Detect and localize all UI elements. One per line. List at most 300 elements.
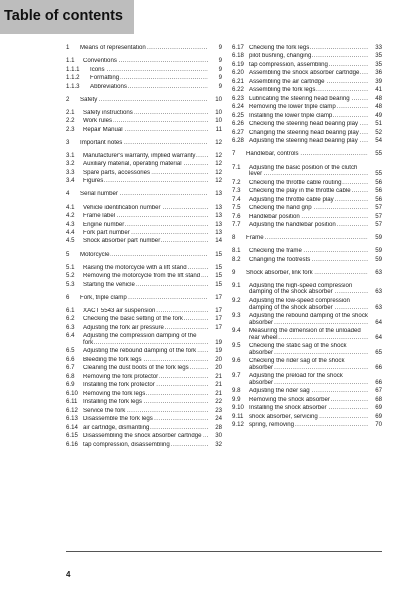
- toc-entry-page: 9: [218, 44, 222, 51]
- toc-entry-title-wrap: [83, 265, 208, 272]
- toc-entry[interactable]: [232, 180, 382, 187]
- toc-entry[interactable]: [66, 282, 222, 289]
- toc-entry[interactable]: [232, 197, 382, 204]
- toc-entry-page: 9: [218, 57, 222, 65]
- toc-entry-page: 10: [215, 117, 222, 125]
- toc-entry-page: 54: [375, 137, 382, 145]
- toc-entry[interactable]: [66, 110, 222, 117]
- toc-entry[interactable]: [232, 45, 382, 52]
- toc-entry-page: 20: [215, 355, 222, 363]
- toc-entry-title-wrap: [249, 248, 368, 255]
- toc-entry[interactable]: [66, 325, 222, 332]
- toc-entry[interactable]: [232, 283, 382, 296]
- toc-entry[interactable]: [232, 151, 382, 158]
- toc-entry[interactable]: [232, 113, 382, 120]
- toc-entry-number: 6.9: [66, 381, 75, 389]
- toc-entry-number: 6.8: [66, 372, 75, 380]
- toc-entry-number: 2: [66, 95, 70, 103]
- toc-entry[interactable]: [66, 97, 222, 104]
- toc-entry-number: 1.1.3: [66, 82, 80, 90]
- toc-entry[interactable]: [66, 425, 222, 432]
- toc-entry-number: 1.1.1: [66, 65, 80, 73]
- toc-entry-title: Checking the basic setting of the fork: [83, 316, 183, 323]
- toc-entry-number: 6.27: [232, 128, 244, 136]
- toc-entry-page: 63: [375, 288, 382, 296]
- toc-entry[interactable]: [66, 442, 222, 449]
- toc-entry[interactable]: [66, 58, 222, 65]
- toc-entry-title: Auxiliary material, operating material: [83, 161, 182, 168]
- toc-entry-page: 63: [375, 303, 382, 311]
- toc-entry-page: 41: [375, 86, 382, 94]
- toc-entry-title-wrap: [83, 399, 208, 406]
- toc-entry-page: 59: [375, 255, 382, 263]
- toc-entry-number: 3.4: [66, 177, 75, 185]
- toc-entry[interactable]: [232, 414, 382, 421]
- toc-entry-title-wrap: [83, 205, 208, 212]
- toc-entry-title: Shock absorber, link fork: [246, 269, 313, 276]
- toc-entry[interactable]: [66, 67, 222, 74]
- toc-entry-title-wrap: [83, 316, 208, 323]
- toc-entry-page: 21: [215, 372, 222, 380]
- toc-entry-number: 3.3: [66, 168, 75, 176]
- toc-entry[interactable]: [232, 188, 382, 195]
- toc-entry[interactable]: [66, 140, 222, 147]
- toc-entry-title-wrap: [249, 79, 368, 86]
- toc-entry-page: 33: [375, 44, 382, 51]
- toc-entry-title-wrap: [83, 127, 208, 134]
- toc-entry-title-wrap: [83, 416, 208, 423]
- toc-entry-number: 6.16: [66, 440, 78, 448]
- toc-entry-title: Motorcycle: [80, 251, 110, 258]
- toc-entry-title: shock absorber, servicing: [249, 413, 318, 420]
- toc-entry-page: 63: [375, 268, 382, 276]
- toc-entry[interactable]: [66, 118, 222, 125]
- toc-entry[interactable]: [66, 238, 222, 245]
- toc-entry[interactable]: [66, 161, 222, 168]
- toc-entry[interactable]: [66, 295, 222, 302]
- toc-entry-title-wrap: [249, 180, 368, 187]
- toc-entry[interactable]: [232, 205, 382, 212]
- toc-entry[interactable]: [66, 399, 222, 406]
- toc-entry-title-wrap: [249, 45, 368, 52]
- toc-entry-number: 3: [66, 138, 70, 146]
- toc-entry[interactable]: [232, 62, 382, 69]
- toc-entry-number: 9.11: [232, 412, 244, 420]
- toc-entry[interactable]: [66, 408, 222, 415]
- toc-entry-number: 6.1: [66, 306, 75, 314]
- toc-left-column: [66, 45, 222, 450]
- toc-entry[interactable]: [66, 127, 222, 134]
- toc-entry[interactable]: [232, 405, 382, 412]
- toc-entry-page: 21: [215, 389, 222, 397]
- toc-entry-page: 19: [215, 347, 222, 355]
- toc-entry-title: Checking the rider sag of the shock absorber: [249, 358, 345, 371]
- toc-entry[interactable]: [66, 213, 222, 220]
- toc-entry-page: 17: [215, 306, 222, 314]
- toc-entry-page: 55: [375, 150, 382, 158]
- toc-entry-page: 20: [215, 364, 222, 372]
- toc-entry[interactable]: [66, 230, 222, 237]
- toc-entry-title: Adjusting the low-speed compression damping of the shock absorber: [249, 297, 350, 311]
- toc-entry-number: 6.11: [66, 398, 78, 406]
- toc-entry[interactable]: [232, 130, 382, 137]
- toc-entry-page: 10: [215, 108, 222, 116]
- toc-entry-title: Installing the fork legs: [83, 399, 142, 406]
- toc-entry-number: 9.7: [232, 372, 241, 380]
- toc-entry-page: 12: [215, 160, 222, 168]
- toc-entry-title: Conventions: [83, 58, 117, 65]
- toc-entry-title-wrap: [90, 84, 208, 91]
- toc-entry-page: 55: [375, 170, 382, 178]
- toc-entry-page: 15: [215, 250, 222, 258]
- toc-entry-page: 30: [215, 432, 222, 440]
- toc-entry-title: Spare parts, accessories: [83, 169, 151, 176]
- toc-entry[interactable]: [232, 79, 382, 86]
- toc-entry-title-wrap: [80, 252, 208, 259]
- toc-entry-page: 59: [375, 247, 382, 255]
- toc-entry-number: 5.2: [66, 272, 75, 280]
- toc-entry-title-wrap: [249, 205, 368, 212]
- toc-entry[interactable]: [66, 357, 222, 364]
- toc-entry[interactable]: [232, 96, 382, 103]
- toc-entry-page: 19: [215, 338, 222, 346]
- toc-entry[interactable]: [66, 433, 222, 440]
- toc-entry-title-wrap: [249, 313, 368, 326]
- toc-entry[interactable]: [66, 252, 222, 259]
- toc-entry-page: 24: [215, 415, 222, 423]
- toc-entry[interactable]: [232, 235, 382, 242]
- toc-entry-title-wrap: [249, 358, 368, 371]
- toc-entry-title-wrap: [83, 433, 208, 440]
- toc-entry-number: 7: [232, 150, 236, 158]
- toc-entry[interactable]: [66, 265, 222, 272]
- toc-entry[interactable]: [66, 416, 222, 423]
- toc-entry-page: 57: [375, 204, 382, 212]
- toc-entry-number: 6.4: [66, 332, 75, 340]
- toc-entry-title-wrap: [83, 365, 208, 372]
- toc-entry-title: Service the fork: [83, 407, 126, 414]
- toc-entry-number: 6: [66, 293, 70, 301]
- toc-entry-title: Vehicle identification number: [83, 204, 161, 211]
- toc-entry-number: 7.4: [232, 195, 241, 203]
- toc-entry-title: Removing the motorcycle from the lift stand: [83, 273, 201, 280]
- toc-entry[interactable]: [232, 53, 382, 60]
- toc-entry[interactable]: [66, 316, 222, 323]
- toc-entry-title: Adjusting the preload for the shock absorber: [249, 373, 343, 386]
- toc-entry-page: 52: [375, 128, 382, 136]
- toc-entry-title: Checking the throttle cable routing: [249, 179, 342, 186]
- toc-entry-title-wrap: [249, 62, 368, 69]
- toc-entry-title-wrap: [249, 87, 368, 94]
- toc-entry-title-wrap: [249, 343, 368, 356]
- toc-entry-title-wrap: [80, 295, 208, 302]
- toc-entry-number: 7.5: [232, 204, 241, 212]
- toc-entry-number: 9.12: [232, 421, 244, 429]
- toc-entry-title-wrap: [249, 328, 368, 341]
- toc-entry-page: 65: [375, 348, 382, 356]
- toc-entry-title-wrap: [249, 138, 368, 145]
- toc-entry[interactable]: [232, 313, 382, 326]
- toc-entry-title: Adjusting the steering head bearing play: [249, 138, 358, 145]
- toc-entry-page: 56: [375, 195, 382, 203]
- toc-entry-page: 69: [375, 412, 382, 420]
- toc-entry[interactable]: [232, 422, 382, 429]
- toc-entry-number: 9.1: [232, 281, 241, 289]
- toc-entry-number: 6.21: [232, 77, 244, 85]
- toc-entry-title: tap compression, disassembling: [83, 441, 170, 448]
- toc-entry-title: Cleaning the dust boots of the fork legs: [83, 365, 189, 372]
- toc-entry-page: 56: [375, 187, 382, 195]
- toc-entry-number: 5.3: [66, 280, 75, 288]
- toc-entry-number: 1.1.2: [66, 74, 80, 82]
- toc-entry-title: Installing the fork protector: [83, 382, 155, 389]
- toc-entry-number: 4.5: [66, 237, 75, 245]
- toc-entry-title: Shock absorber part number: [83, 238, 161, 245]
- toc-entry-page: 66: [375, 363, 382, 371]
- toc-entry[interactable]: [66, 191, 222, 198]
- toc-entry[interactable]: [66, 84, 222, 91]
- toc-entry-number: 6.12: [66, 406, 78, 414]
- toc-entry-title-wrap: [249, 53, 368, 60]
- toc-entry-number: 4.1: [66, 203, 75, 211]
- toc-entry-page: 13: [215, 190, 222, 198]
- toc-entry-title: pilot bushing, changing: [249, 53, 312, 60]
- toc-entry[interactable]: [232, 397, 382, 404]
- toc-entry-page: 48: [375, 94, 382, 102]
- toc-entry-title-wrap: [83, 442, 208, 449]
- toc-entry-page: 64: [375, 318, 382, 326]
- toc-entry-number: 2.3: [66, 125, 75, 133]
- toc-entry-title: Removing the lower triple clamp: [249, 104, 336, 111]
- toc-entry-page: 9: [218, 65, 222, 73]
- toc-entry[interactable]: [232, 257, 382, 264]
- toc-entry-title-wrap: [83, 178, 208, 185]
- toc-entry-title-wrap: [80, 191, 208, 198]
- toc-entry[interactable]: [66, 365, 222, 372]
- toc-entry-title: Changing the footrests: [249, 256, 311, 263]
- toc-entry-title-wrap: [83, 308, 208, 315]
- toc-entry-page: 51: [375, 120, 382, 128]
- toc-entry-number: 7.2: [232, 178, 241, 186]
- toc-entry-title-wrap: [83, 348, 208, 355]
- toc-entry[interactable]: [66, 75, 222, 82]
- toc-entry-page: 12: [215, 138, 222, 146]
- toc-entry-title-wrap: [80, 140, 208, 147]
- toc-entry-title-wrap: [80, 45, 208, 52]
- toc-entry-title-wrap: [249, 373, 368, 386]
- toc-entry-page: 10: [215, 95, 222, 103]
- toc-entry-page: 17: [215, 323, 222, 331]
- toc-entry-title-wrap: [249, 104, 368, 111]
- toc-entry[interactable]: [66, 273, 222, 280]
- toc-entry-number: 6.28: [232, 137, 244, 145]
- toc-entry-page: 35: [375, 60, 382, 68]
- toc-entry-page: 36: [375, 69, 382, 77]
- toc-entry-page: 57: [375, 221, 382, 229]
- toc-entry-title: Adjusting the handlebar position: [249, 222, 336, 229]
- toc-entry-title: tap compression, assembling: [249, 61, 328, 68]
- toc-entry[interactable]: [66, 170, 222, 177]
- toc-entry-title-wrap: [83, 325, 208, 332]
- toc-entry[interactable]: [66, 205, 222, 212]
- toc-entry[interactable]: [66, 308, 222, 315]
- toc-entry-page: 9: [218, 82, 222, 90]
- toc-entry-title: Icons: [90, 66, 105, 73]
- toc-entry-title: Abbreviations: [90, 83, 127, 90]
- toc-entry-number: 9.4: [232, 327, 241, 335]
- toc-entry-number: 6.3: [66, 323, 75, 331]
- toc-entry-page: 66: [375, 378, 382, 386]
- toc-entry-title: Adjusting the basic position of the clutch lever: [249, 164, 358, 178]
- toc-entry[interactable]: [232, 358, 382, 371]
- toc-entry-title-wrap: [249, 70, 368, 77]
- toc-entry-number: 6.13: [66, 415, 78, 423]
- toc-entry-title-wrap: [249, 214, 368, 221]
- toc-entry[interactable]: [66, 222, 222, 229]
- toc-entry[interactable]: [66, 333, 222, 346]
- toc-entry-number: 1.1: [66, 57, 75, 65]
- toc-entry-title-wrap: [83, 391, 208, 398]
- toc-entry-title: Frame label: [83, 213, 116, 220]
- toc-entry-title-wrap: [83, 273, 208, 280]
- toc-entry[interactable]: [232, 70, 382, 77]
- toc-entry-page: 28: [215, 423, 222, 431]
- toc-entry-page: 12: [215, 151, 222, 159]
- toc-entry[interactable]: [232, 121, 382, 128]
- header-banner: [0, 0, 134, 34]
- toc-entry-number: 9.8: [232, 387, 241, 395]
- toc-entry-number: 6.6: [66, 355, 75, 363]
- toc-entry-number: 4.2: [66, 212, 75, 220]
- toc-entry-number: 2.2: [66, 117, 75, 125]
- toc-entry-title-wrap: [249, 113, 368, 120]
- toc-entry-title: Fork part number: [83, 229, 130, 236]
- toc-entry-number: 7.7: [232, 221, 241, 229]
- toc-entry-number: 6.18: [232, 52, 244, 60]
- toc-entry-number: 8: [232, 234, 236, 242]
- toc-entry-number: 6.25: [232, 111, 244, 119]
- toc-entry-page: 56: [375, 178, 382, 186]
- toc-entry-page: 15: [215, 263, 222, 271]
- toc-entry-title: spring, removing: [249, 422, 295, 429]
- toc-entry-page: 49: [375, 111, 382, 119]
- toc-entry-title: Checking the hand grip: [249, 205, 312, 212]
- toc-entry[interactable]: [232, 373, 382, 386]
- toc-entry[interactable]: [66, 153, 222, 160]
- toc-entry-title-wrap: [249, 257, 368, 264]
- toc-entry-title: Adjusting the throttle cable play: [249, 196, 334, 203]
- toc-entry-number: 6.7: [66, 364, 75, 372]
- toc-entry[interactable]: [232, 248, 382, 255]
- toc-entry-number: 8.1: [232, 247, 241, 255]
- toc-entry-title-wrap: [83, 230, 208, 237]
- toc-entry[interactable]: [232, 165, 382, 178]
- toc-entry-number: 8.2: [232, 255, 241, 263]
- toc-entry-title-wrap: [83, 425, 208, 432]
- toc-entry[interactable]: [232, 222, 382, 229]
- toc-entry[interactable]: [66, 382, 222, 389]
- toc-entry-title: Assembling the fork legs: [249, 87, 316, 94]
- toc-entry-number: 9.10: [232, 404, 244, 412]
- toc-entry[interactable]: [232, 138, 382, 145]
- toc-entry-title-wrap: [249, 397, 368, 404]
- toc-entry-title: Handlebar position: [249, 213, 300, 220]
- toc-entry-title: Safety instructions: [83, 109, 133, 116]
- toc-entry-page: 35: [375, 52, 382, 60]
- toc-entry[interactable]: [232, 214, 382, 221]
- toc-entry[interactable]: [232, 388, 382, 395]
- toc-entry-title-wrap: [249, 388, 368, 395]
- toc-entry-title: Lubricating the steering head bearing: [249, 95, 350, 102]
- toc-entry-title: Manufacturer's warranty, implied warranty: [83, 152, 196, 159]
- toc-entry-title: Adjusting the rebound damping of the fork: [83, 348, 197, 355]
- toc-entry-title: Checking the steering head bearing play: [249, 121, 359, 128]
- toc-entry-title-wrap: [83, 374, 208, 381]
- toc-entry-page: 23: [215, 406, 222, 414]
- toc-entry-number: 6.2: [66, 315, 75, 323]
- toc-entry-title-wrap: [83, 153, 208, 160]
- toc-entry-page: 57: [375, 212, 382, 220]
- toc-entry[interactable]: [66, 45, 222, 52]
- toc-entry-number: 6.10: [66, 389, 78, 397]
- toc-entry[interactable]: [66, 178, 222, 185]
- toc-entry[interactable]: [232, 343, 382, 356]
- toc-entry-title-wrap: [83, 161, 208, 168]
- toc-entry-title: Fork, triple clamp: [80, 294, 127, 301]
- toc-entry-title: Removing the fork legs: [83, 390, 146, 397]
- toc-entry-number: 6.14: [66, 423, 78, 431]
- toc-entry[interactable]: [232, 87, 382, 94]
- toc-entry-page: 48: [375, 103, 382, 111]
- toc-entry-title: Formatting: [90, 75, 120, 82]
- toc-entry-number: 9: [232, 268, 236, 276]
- toc-entry-number: 9.5: [232, 342, 241, 350]
- toc-entry-title-wrap: [246, 270, 368, 277]
- toc-entry-title: Checking the static sag of the shock absorber: [249, 343, 347, 356]
- toc-entry-title-wrap: [83, 382, 208, 389]
- toc-entry[interactable]: [232, 104, 382, 111]
- toc-entry-number: 3.1: [66, 151, 75, 159]
- toc-entry-number: 7.3: [232, 187, 241, 195]
- toc-entry-title: Safety: [80, 96, 98, 103]
- toc-entry-title: Adjusting the compression damping of the fork: [83, 333, 197, 346]
- toc-entry-title: Removing the shock absorber: [249, 396, 330, 403]
- toc-entry-title-wrap: [90, 67, 208, 74]
- toc-entry-title: Adjusting the fork air pressure: [83, 324, 164, 331]
- toc-entry[interactable]: [66, 348, 222, 355]
- toc-entry-number: 1: [66, 44, 70, 51]
- toc-entry[interactable]: [66, 391, 222, 398]
- toc-entry[interactable]: [66, 374, 222, 381]
- toc-entry-number: 6.24: [232, 103, 244, 111]
- toc-entry[interactable]: [232, 298, 382, 311]
- toc-entry-title-wrap: [246, 235, 368, 242]
- toc-entry[interactable]: [232, 328, 382, 341]
- toc-entry[interactable]: [232, 270, 382, 277]
- toc-entry-page: 13: [215, 203, 222, 211]
- toc-right-column: [232, 45, 382, 431]
- toc-entry-title: Checking the frame: [249, 248, 302, 255]
- toc-entry-number: 9.9: [232, 395, 241, 403]
- toc-entry-title: Adjusting the high-speed compression damping of the shock absorber: [249, 282, 353, 296]
- toc-entry-title: Handlebar, controls: [246, 151, 299, 158]
- toc-entry-number: 4.4: [66, 228, 75, 236]
- toc-entry-number: 9.6: [232, 357, 241, 365]
- toc-entry-page: 12: [215, 168, 222, 176]
- toc-entry-title-wrap: [249, 197, 368, 204]
- toc-entry-number: 9.3: [232, 312, 241, 320]
- toc-entry-title-wrap: [249, 414, 368, 421]
